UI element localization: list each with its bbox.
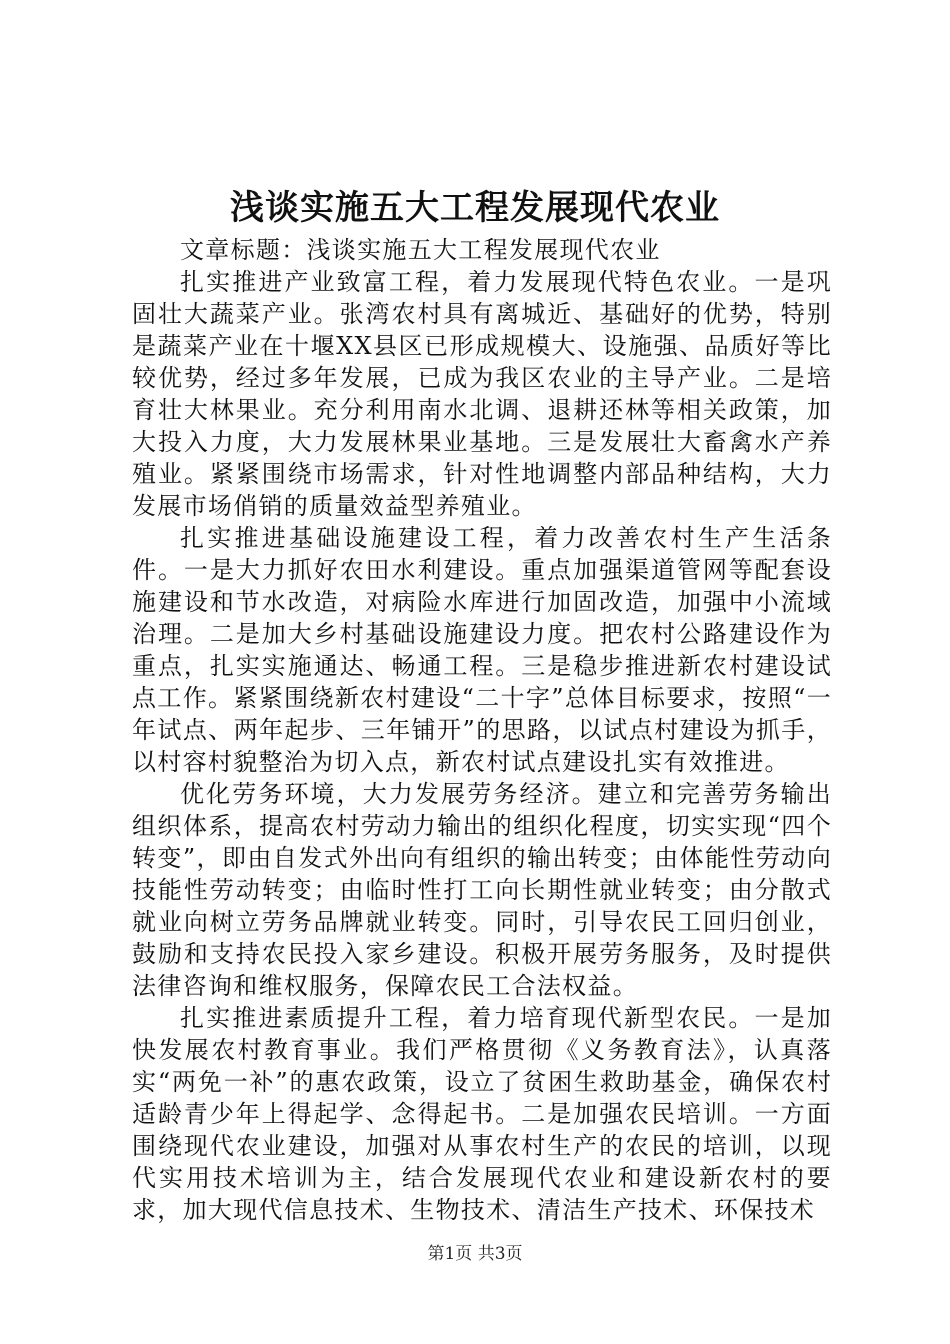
page-number-footer: 第1页 共3页 xyxy=(427,1244,523,1264)
paragraph-infrastructure-project: 扎实推进基础设施建设工程，着力改善农村生产生活条件。一是大力抓好农田水利建设。重点加强渠道管网等配套设施建设和节水改造，对病险水库进行加固改造，加强中小流域治理。二是加大乡村基础设施建设力度。把农村公路建设作为重点，扎实实施通达、畅通工程。三是稳步推进新农村建设试点工作。紧紧围绕新农村建设“二十字”总体目标要求，按照“一年试点、两年起步、三年铺开”的思路，以试点村建设为抓手，以村容村貌整治为切入点，新农村试点建设扎实有效推进。 xyxy=(132,524,832,776)
paragraph-industry-project: 扎实推进产业致富工程，着力发展现代特色农业。一是巩固壮大蔬菜产业。张湾农村具有离城近、基础好的优势，特别是蔬菜产业在十堰XX县区已形成规模大、设施强、品质好等比较优势，经过多年发展，已成为我区农业的主导产业。二是培育壮大林果业。充分利用南水北调、退耕还林等相关政策，加大投入力度，大力发展林果业基地。三是发展壮大畜禽水产养殖业。紧紧围绕市场需求，针对性地调整内部品种结构，大力发展市场俏销的质量效益型养殖业。 xyxy=(132,268,832,520)
paragraph-labor-economy: 优化劳务环境，大力发展劳务经济。建立和完善劳务输出组织体系，提高农村劳动力输出的组织化程度，切实实现“四个转变”，即由自发式外出向有组织的输出转变；由体能性劳动向技能性劳动转变；由临时性打工向长期性就业转变；由分散式就业向树立劳务品牌就业转变。同时，引导农民工回归创业，鼓励和支持农民投入家乡建设。积极开展劳务服务，及时提供法律咨询和维权服务，保障农民工合法权益。 xyxy=(132,780,832,1000)
paragraph-quality-project: 扎实推进素质提升工程，着力培育现代新型农民。一是加快发展农村教育事业。我们严格贯彻《义务教育法》，认真落实“两免一补”的惠农政策，设立了贫困生救助基金，确保农村适龄青少年上得起学、念得起书。二是加强农民培训。一方面围绕现代农业建设，加强对从事农村生产的农民的培训，以现代实用技术培训为主，结合发展现代农业和建设新农村的要求，加大现代信息技术、生物技术、清洁生产技术、环保技术 xyxy=(132,1004,832,1224)
document-title: 浅谈实施五大工程发展现代农业 xyxy=(230,188,720,228)
article-title-line: 文章标题：浅谈实施五大工程发展现代农业 xyxy=(180,236,661,264)
document-body xyxy=(132,234,832,1226)
